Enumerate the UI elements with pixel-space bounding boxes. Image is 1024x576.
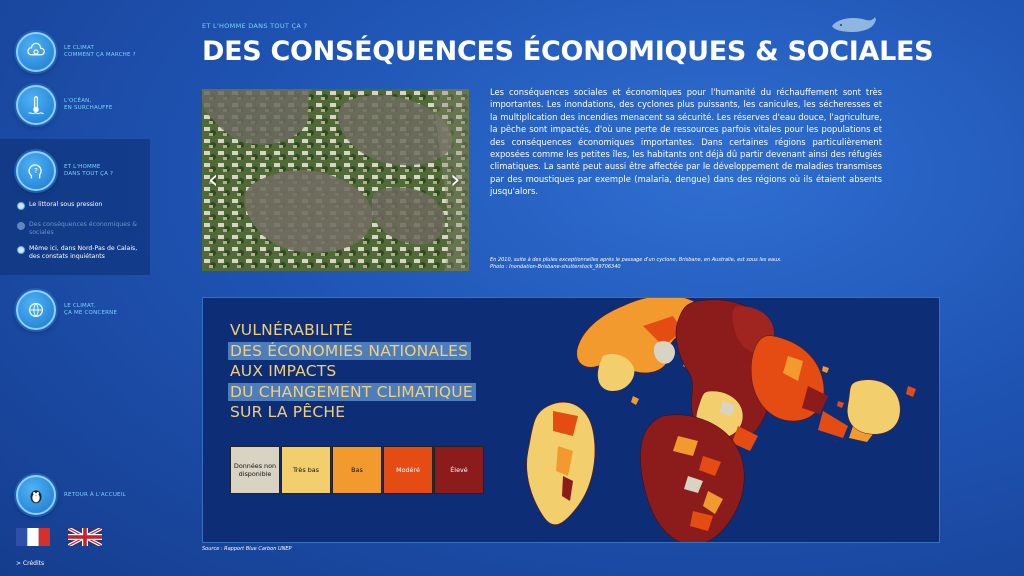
globe-hands-icon: [16, 290, 56, 330]
title-line: VULNÉRABILITÉ: [230, 321, 353, 339]
home-button[interactable]: [16, 475, 126, 515]
flood-photo: [202, 89, 469, 271]
next-arrow-button[interactable]: ›: [450, 165, 461, 195]
source-note: Source : Rapport Blue Carbon UNEP: [202, 546, 292, 552]
nav-label: LE CLIMAT, ÇA ME CONCERNE: [64, 303, 118, 316]
legend-high: Élevé: [434, 446, 484, 494]
world-vulnerability-map: [523, 297, 940, 543]
bullet-icon: [17, 246, 25, 254]
uk-flag-icon[interactable]: [68, 528, 102, 546]
photo-caption: [490, 257, 810, 270]
sub-item-label: Des conséquences économiques & sociales: [29, 221, 137, 236]
sub-item-nord-pas-de-calais[interactable]: [17, 245, 142, 261]
title-line: DU CHANGEMENT CLIMATIQUE: [230, 382, 476, 403]
page-title: DES CONSÉQUENCES ÉCONOMIQUES & SOCIALES: [202, 36, 934, 67]
sub-item-label: Le littoral sous pression: [29, 201, 103, 208]
sub-item-label: Même ici, dans Nord-Pas de Calais, des constats inquiétants: [29, 245, 138, 260]
whale-icon: [830, 12, 878, 34]
section-kicker: ET L'HOMME DANS TOUT ÇA ?: [202, 22, 308, 30]
legend-very-low: Très bas: [281, 446, 331, 494]
nav-label: L'OCÉAN, EN SURCHAUFFE: [64, 98, 113, 111]
nav-climate-how[interactable]: [16, 32, 136, 72]
nav-ocean[interactable]: [16, 85, 113, 125]
nav-human[interactable]: [16, 151, 113, 191]
home-label: RETOUR À L'ACCUEIL: [64, 491, 126, 498]
thermometer-icon: [16, 85, 56, 125]
bullet-icon: [17, 202, 25, 210]
french-flag-icon[interactable]: [16, 528, 50, 546]
map-legend: [230, 446, 485, 494]
nav-label: ET L'HOMME DANS TOUT ÇA ?: [64, 164, 114, 177]
sub-item-consequences[interactable]: [17, 221, 142, 237]
head-question-icon: [16, 151, 56, 191]
infographic-title: [230, 320, 476, 423]
title-line: AUX IMPACTS: [230, 362, 337, 380]
svg-text:?: ?: [34, 165, 39, 175]
credits-link[interactable]: > Crédits: [16, 560, 45, 567]
vulnerability-infographic: [202, 297, 940, 543]
title-line: SUR LA PÊCHE: [230, 403, 346, 421]
gear-cloud-icon: [16, 32, 56, 72]
sub-item-littoral[interactable]: [17, 201, 142, 210]
sidebar: [0, 0, 150, 576]
legend-moderate: Modéré: [383, 446, 433, 494]
title-line: DES ÉCONOMIES NATIONALES: [230, 341, 476, 362]
article-body: Les conséquences sociales et économiques pour l'humanité du réchauffement sont très importantes. Les inondations, des cyclones plus puissants, les canicules, les sécheresses et la multiplication des incendies menacent sa sécurité. Les réserves d'eau douce, l'agriculture, la pêche sont impactés, d'où une perte de ressources parfois vitales pour les populations et des conséquences économiques importantes. Dans certaines régions particulièrement exposées comme les petites îles, les habitants ont déjà dû partir devenant ainsi des réfugiés climatiques. La santé peut aussi être affectée par le développement de maladies transmises par des moustiques par exemple (malaria, dengue) dans des régions où ils étaient absents jusqu'alors.: [490, 87, 882, 197]
penguin-mascot-icon: [16, 475, 56, 515]
legend-no-data: Données non disponible: [230, 446, 280, 494]
previous-arrow-button[interactable]: ‹: [208, 165, 219, 195]
legend-low: Bas: [332, 446, 382, 494]
nav-concerns-me[interactable]: [16, 290, 117, 330]
caption-text: En 2010, suite à des pluies exceptionnelles après le passage d'un cyclone, Brisbane, en Australie, est sous les eaux.: [490, 257, 782, 263]
photo-credit: Photo : Inondation-Brisbane-shutterstock_99706340: [490, 263, 621, 270]
bullet-icon: [17, 222, 25, 230]
nav-label: LE CLIMAT COMMENT ÇA MARCHE ?: [64, 45, 136, 58]
